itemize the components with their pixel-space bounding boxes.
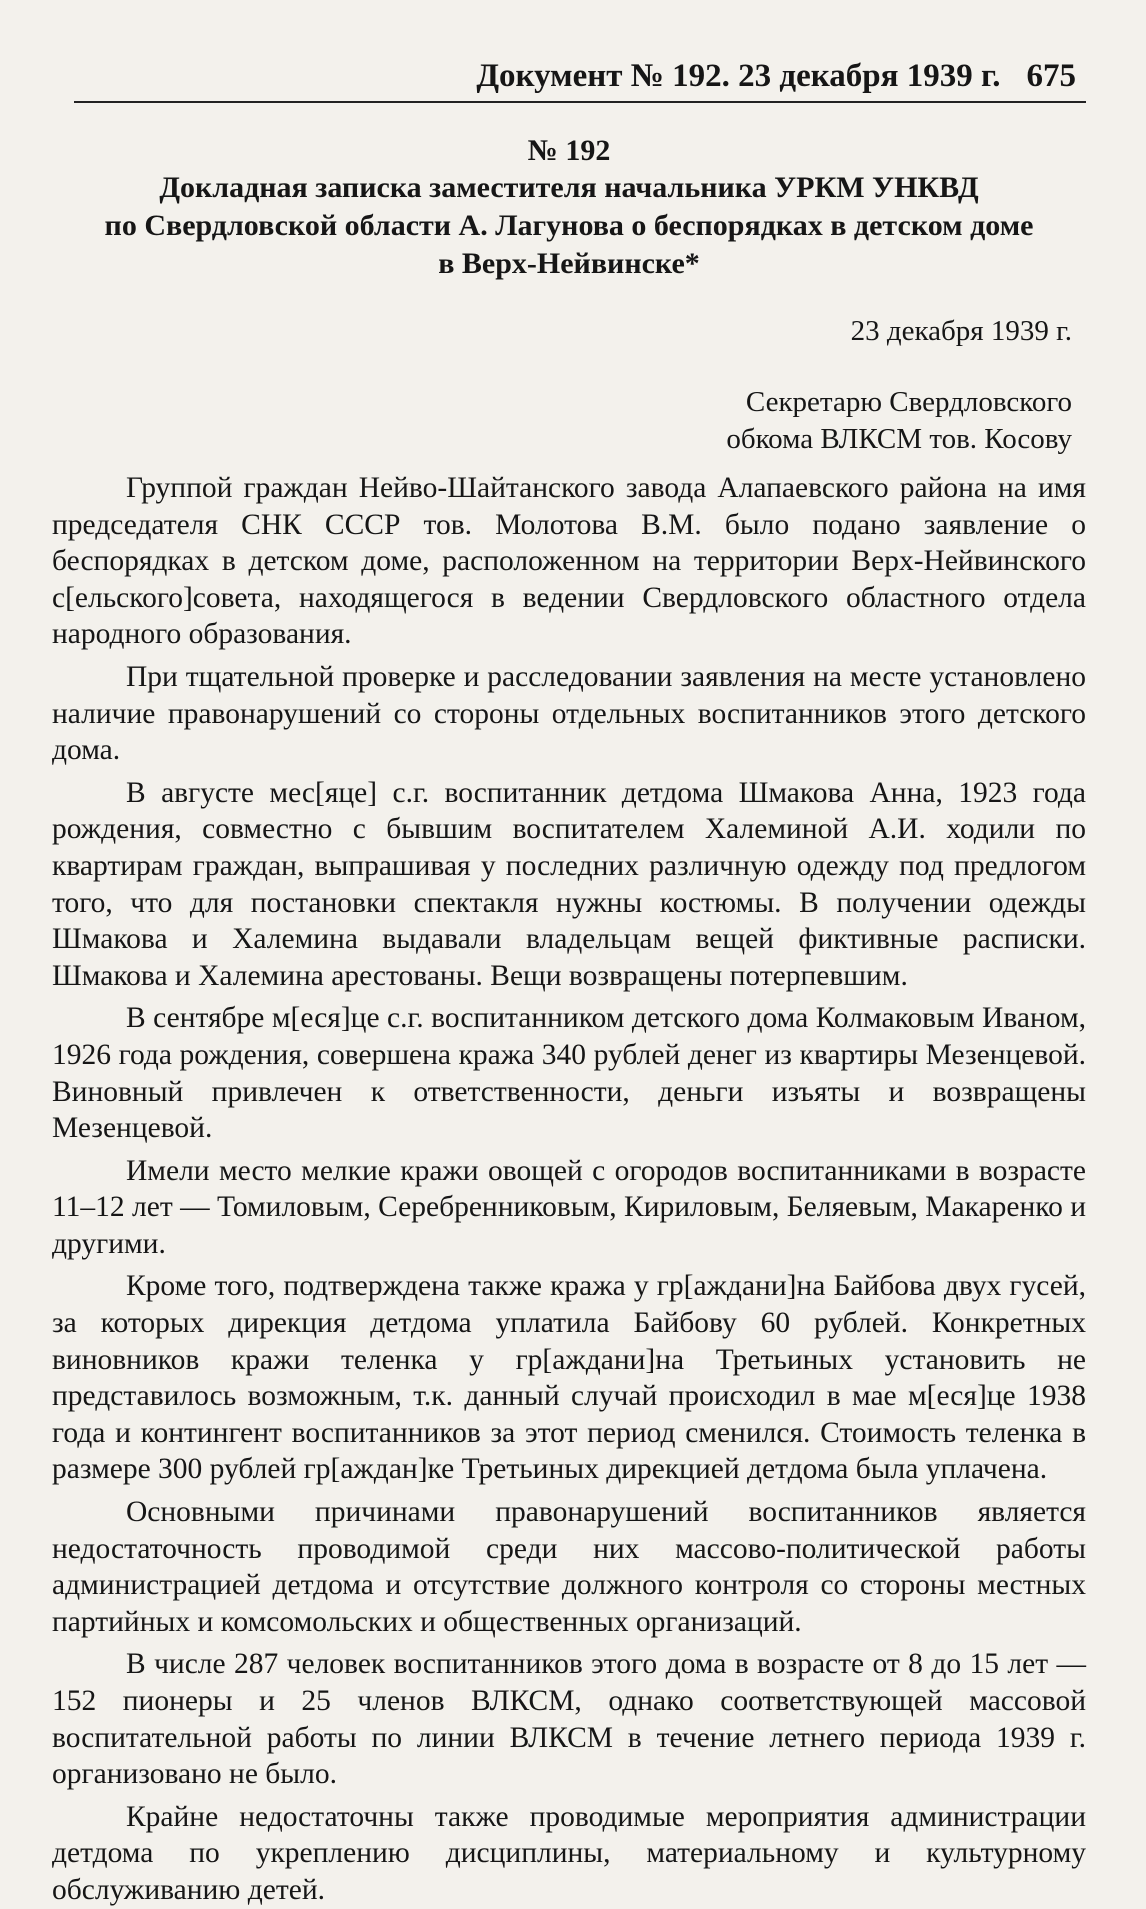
addressee-line: обкома ВЛКСМ тов. Косову	[726, 423, 1072, 455]
document-title-line: по Свердловской области А. Лагунова о беспорядках в детском доме	[104, 209, 1034, 242]
body-paragraph: Имели место мелкие кражи овощей с огородов воспитанниками в возрасте 11–12 лет — Томиловым, Серебренниковым, Кириловым, Беляевым, Макаренко и другими.	[52, 1154, 1086, 1260]
document-body	[52, 470, 1086, 1909]
document-title-line: в Верх-Нейвинске*	[438, 247, 700, 280]
document-title	[82, 169, 1056, 283]
page-number: 675	[1026, 58, 1076, 94]
body-paragraph: Основными причинами правонарушений воспитанников является недостаточность проводимой среди них массово-политической работы администрацией детдома и отсутствие должного контроля со стороны местных партийных и комсомольских и общественных организаций.	[52, 1496, 1086, 1638]
body-paragraph: В августе мес[яце] с.г. воспитанник детдома Шмакова Анна, 1923 года рождения, совместно с бывшим воспитателем Халеминой А.И. ходили по квартирам граждан, выпрашивая у последних различную одежду под предлогом того, что для постановки спектакля нужны костюмы. В получении одежды Шмакова и Халемина выдавали владельцам вещей фиктивные расписки. Шмакова и Халемина арестованы. Вещи возвращены потерпевшим.	[52, 776, 1086, 992]
body-paragraph: В сентябре м[еся]це с.г. воспитанником детского дома Колмаковым Иваном, 1926 года рождения, совершена кража 340 рублей денег из квартиры Мезенцевой. Виновный привлечен к ответственности, деньги изъяты и возвращены Мезенцевой.	[52, 1002, 1086, 1145]
document-number: № 192	[527, 134, 611, 167]
body-paragraph: Кроме того, подтверждена также кража у гр[аждани]на Байбова двух гусей, за которых дирекция детдома уплатила Байбову 60 рублей. Конкретных виновников кражи теленка у гр[аждани]на Третьиных установить не представилось возможным, т.к. данный случай происходил в мае м[еся]це 1938 года и контингент воспитанников за этот период сменился. Стоимость теленка в размере 300 рублей гр[аждан]ке Третьиных дирекцией детдома была уплачена.	[52, 1270, 1086, 1486]
document-title-line: Докладная записка заместителя начальника УРКМ УНКВД	[159, 171, 979, 204]
running-title: Документ № 192. 23 декабря 1939 г.	[476, 58, 1001, 94]
running-header	[74, 58, 1086, 103]
body-paragraph: В числе 287 человек воспитанников этого дома в возрасте от 8 до 15 лет — 152 пионеры и 25 членов ВЛКСМ, однако соответствующей массовой воспитательной работы по линии ВЛКСМ в течение летнего периода 1939 г. организовано не было.	[52, 1648, 1086, 1791]
body-paragraph: При тщательной проверке и расследовании заявления на месте установлено наличие правонарушений со стороны отдельных воспитанников этого детского дома.	[52, 660, 1086, 767]
addressee	[52, 384, 1086, 458]
body-paragraph: Крайне недостаточны также проводимые мероприятия администрации детдома по укреплению дисциплины, материальному и культурному обслуживанию детей.	[52, 1800, 1086, 1906]
document-date: 23 декабря 1939 г.	[850, 315, 1072, 347]
body-paragraph: Группой граждан Нейво-Шайтанского завода Алапаевского района на имя председателя СНК СССР тов. Молотова В.М. было подано заявление о беспорядках в детском доме, расположенном на территории Верх-Нейвинского с[ельского]совета, находящегося в ведении Свердловского областного отдела народного образования.	[52, 472, 1086, 651]
addressee-line: Секретарю Свердловского	[745, 386, 1072, 418]
